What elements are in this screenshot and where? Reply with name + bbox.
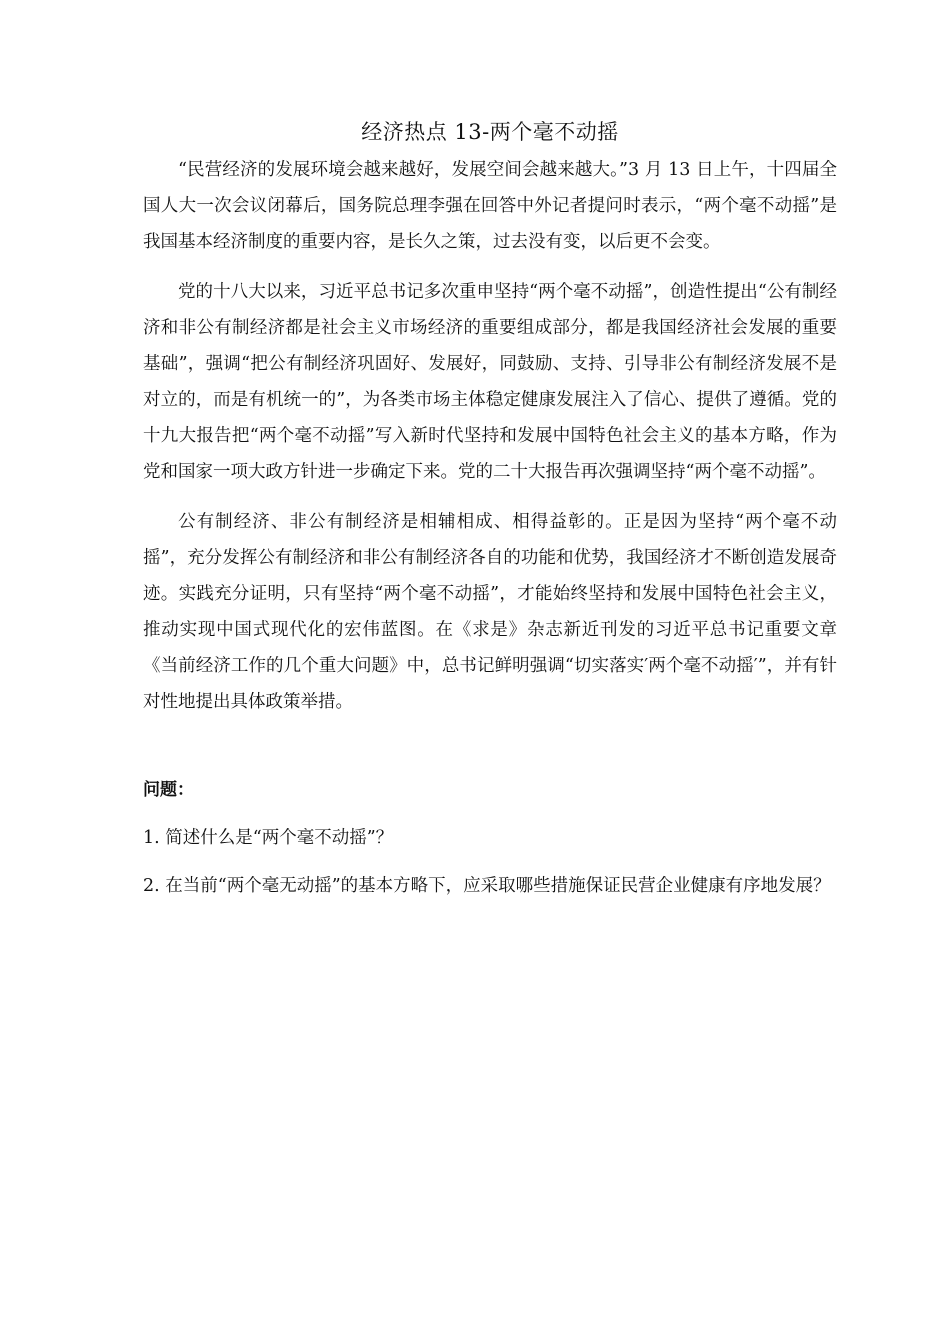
question-1: 1. 简述什么是“两个毫不动摇”？ <box>143 828 394 848</box>
paragraph-2: 党的十八大以来，习近平总书记多次重申坚持“两个毫不动摇”，创造性提出“公有制经济和非公有制经济都是社会主义市场经济的重要组成部分，都是我国经济社会发展的重要基础”，强调“把公有制经济巩固好、发展好，同鼓励、支持、引导非公有制经济发展不是对立的，而是有机统一的”，为各类市场主体稳定健康发展注入了信心、提供了遵循。党的十九大报告把“两个毫不动摇”写入新时代坚持和发展中国特色社会主义的基本方略，作为党和国家一项大政方针进一步确定下来。党的二十大报告再次强调坚持“两个毫不动摇”。 <box>143 282 837 482</box>
questions-heading: 问题： <box>143 780 194 800</box>
paragraph-3: 公有制经济、非公有制经济是相辅相成、相得益彰的。正是因为坚持“两个毫不动摇”，充分发挥公有制经济和非公有制经济各自的功能和优势，我国经济才不断创造发展奇迹。实践充分证明，只有坚持“两个毫不动摇”，才能始终坚持和发展中国特色社会主义，推动实现中国式现代化的宏伟蓝图。在《求是》杂志新近刊发的习近平总书记重要文章《当前经济工作的几个重大问题》中，总书记鲜明强调“切实落实′两个毫不动摇′”，并有针对性地提出具体政策举措。 <box>143 512 837 712</box>
questions-section <box>143 772 837 904</box>
question-2: 2. 在当前“两个毫无动摇”的基本方略下，应采取哪些措施保证民营企业健康有序地发展？ <box>143 876 831 896</box>
document-title: 经济热点 13-两个毫不动摇 <box>361 120 619 144</box>
document-page <box>143 112 837 916</box>
paragraph-1: “民营经济的发展环境会越来越好，发展空间会越来越大。”3 月 13 日上午，十四届全国人大一次会议闭幕后，国务院总理李强在回答中外记者提问时表示，“两个毫不动摇”是我国基本经济制度的重要内容，是长久之策，过去没有变，以后更不会变。 <box>143 160 837 252</box>
